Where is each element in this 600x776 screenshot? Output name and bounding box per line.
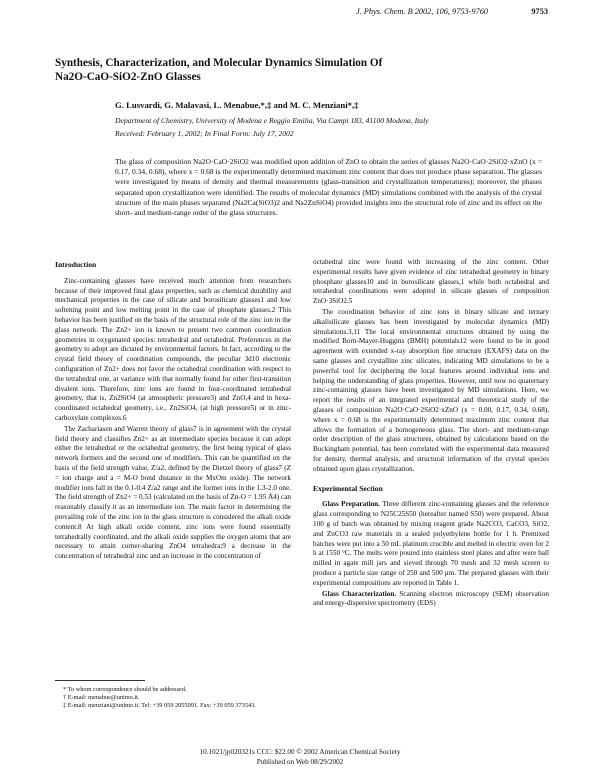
left-column <box>55 258 291 563</box>
paper-title <box>55 56 525 84</box>
page-number: 9753 <box>531 7 548 16</box>
abstract: The glass of composition Na2O·CaO·2SiO2 was modified upon addition of ZnO to obtain the series of glasses Na2O·CaO·2SiO2·xZnO (x = 0.17, 0.34, 0.68), where x = 0.68 is the experimentally determined maximum zinc content that does not produce phase separation. The glasses were investigated by means of density and thermal measurements (glass-transition and crystallization temperatures); moreover, the phases separated upon crystallization were identified. The results of molecular dynamics (MD) simulations combined with the analysis of the crystal structure of the main phases separated (Na2Ca(SiO3)2 and Na2ZnSiO4) provided insights into the structural role of zinc and its effect on the short- and medium-range order of the glass structures. <box>115 157 542 218</box>
author-list: G. Lusvardi, G. Malavasi, L. Menabue,*,‡ and M. C. Menziani*,‡ <box>115 100 359 110</box>
title-line-1: Synthesis, Characterization, and Molecular Dynamics Simulation Of <box>55 57 383 69</box>
affiliation: Department of Chemistry, University of Modena e Reggio Emilia, Via Campi 183, 41100 Modena, Italy <box>115 116 429 125</box>
intro-paragraph-2: The Zachariasen and Warren theory of glass7 is in agreement with the crystal field theory and classifies Zn2+ as an intermediate species because it can adopt either the tetrahedral or the octahedral geometry, the first being typical of glass network formers and the second one of modifiers. This can be quantified on the basis of the field strength value, Z/a2, defined by the Dietzel theory of glass7 (Z = ion charge and a = M-O bond distance in the MxOm oxide). The network modifier ions fall in the 0.1-0.4 Z/a2 range and the former ions in the 1.3-2.0 one. The field strength of Zn2+ = 0.53 (calculated on the basis of Zn-O = 1.95 Å4) can reasonably classify it as an intermediate ion. The main factor in determining the prevailing role of the zinc ion in the glass structure is considered the alkali oxide content.8 At high alkali oxide content, zinc ions were found essentially tetrahedrally coordinated, and the alkali oxide supplies the oxygen atoms that are necessary to attain corner-sharing ZnO4 tetrahedra;9 a decrease in the concentration of tetrahedral zinc and an increase in the concentration of <box>55 424 291 561</box>
intro-paragraph-3: octahedral zinc were found with increasing of the zinc content. Other experimental results have given evidence of zinc tetrahedral geometry in binary phosphate glasses10 and in borosilicate glasses,1 while both octahedral and tetrahedral coordinations were adopted in silicate glasses of composition ZnO·3SiO2.5 <box>313 258 549 306</box>
glass-characterization-text: Scanning electron microscopy (SEM) observation and energy-dispersive spectrometry (EDS) <box>313 589 549 608</box>
experimental-heading: Experimental Section <box>313 483 383 493</box>
published-date: Published on Web 08/29/2002 <box>256 757 344 766</box>
footnote-email-menziani: ‡ E-mail: menziani@unimo.it. Tel: +39 059 2055091. Fax: +39 059 373543. <box>63 701 256 709</box>
intro-paragraph-1: Zinc-containing glasses have received much attention from researchers because of their improved final glass properties, such as chemical durability and mechanical properties in the case of silicate and borosilicate glasses1 and low softening point and low melting point in the case of phosphate glasses.2 This behavior has been justified on the basis of the structural role of the zinc ion in the glass network. The Zn2+ ion is known to present two common coordination geometries in oxygenated species: tetrahedral and octahedral. Preferences in the geometry to adopt are dictated by environmental factors. In fact, according to the crystal field theory of coordination compounds, the peculiar 3d10 electronic configuration of Zn2+ does not favor the octahedral coordination with respect to the tetrahedral one, at variance with that normally found for other first-transition divalent ions. Therefore, zinc ions are found in four-coordinated tetrahedral geometry, that is, Zn2SiO4 (at atmospheric pressure3) and ZnO,4 and in hexa-coordinated octahedral geometry, i.e., Zn2SiO4, (at high pressure5) or in zinc-carboxylate complexes.6 <box>55 276 291 422</box>
doi-line: 10.1021/jp020321s CCC: $22.00 © 2002 American Chemical Society <box>199 748 401 756</box>
glass-preparation-title: Glass Preparation. <box>322 500 380 509</box>
footnote-email-menabue: † E-mail: menabue@unimo.it. <box>63 693 140 701</box>
footnote-correspondence: * To whom correspondence should be addressed. <box>63 686 187 693</box>
intro-paragraph-4: The coordination behavior of zinc ions in binary silicate and ternary alkalisilicate glasses has been investigated by molecular dynamics (MD) simulations.3,11 The local environmental structures obtained by using the modified Born-Mayer-Huggins (BMH) potentials12 were found to be in good agreement with extended x-ray absorption fine structure (EXAFS) data on the same glasses and crystalline zinc silicates, indicating MD simulations to be a powerful tool for deciphering the local features around individual ions and helping the understanding of glass properties. However, until now no quaternary zinc-containing glasses have been investigated by MD simulations. Here, we report the results of an integrated experimental and theoretical study of the glasses of composition Na2O·CaO·2SiO2·xZnO (x = 0.00, 0.17, 0.34, 0.68), where x = 0.68 is the experimentally determined maximum zinc content that allows the formation of a homogeneous glass. The short- and medium-range order description of the glass structures, obtained by calculations based on the Buckingham potential, has been correlated with the experimental data measured for density, thermal analysis, and structural information of the crystal species obtained upon glass crystallization. <box>313 307 549 473</box>
received-dates: Received: February 1, 2002; In Final Form: July 17, 2002 <box>115 129 294 138</box>
right-column <box>313 258 549 610</box>
journal-citation: J. Phys. Chem. B 2002, 106, 9753-9760 <box>355 7 488 16</box>
glass-preparation-text: Three different zinc-containing glasses and the reference glass corresponding to N25C25S50 (hereafter named S50) were prepared. About 100 g of batch was obtained by mixing reagent grade Na2CO3, CaCO3, SiO2, and ZnCO3 raw materials in a sealed polyethylene bottle for 1 h. Premixed batches were put into a 50 mL platinum crucible and melted in electric oven for 2 h at 1550 °C. The melts were poured into stainless steel plates and after were ball milled in agate mill jars and sieved through 70 mesh and 32 mesh screen to produce a particle size range of 250 and 500 μm. The prepared glasses with their experimental compositions are reported in Table 1. <box>313 500 549 587</box>
introduction-heading: Introduction <box>55 260 97 269</box>
page-footer <box>0 748 600 767</box>
glass-characterization-title: Glass Characterization. <box>322 589 397 598</box>
glass-characterization-paragraph <box>313 590 549 610</box>
footnotes <box>55 680 291 709</box>
glass-preparation-paragraph <box>313 500 549 588</box>
footnote-rule <box>55 680 145 681</box>
title-line-2: Na2O-CaO-SiO2-ZnO Glasses <box>55 71 201 83</box>
running-header <box>55 7 548 19</box>
